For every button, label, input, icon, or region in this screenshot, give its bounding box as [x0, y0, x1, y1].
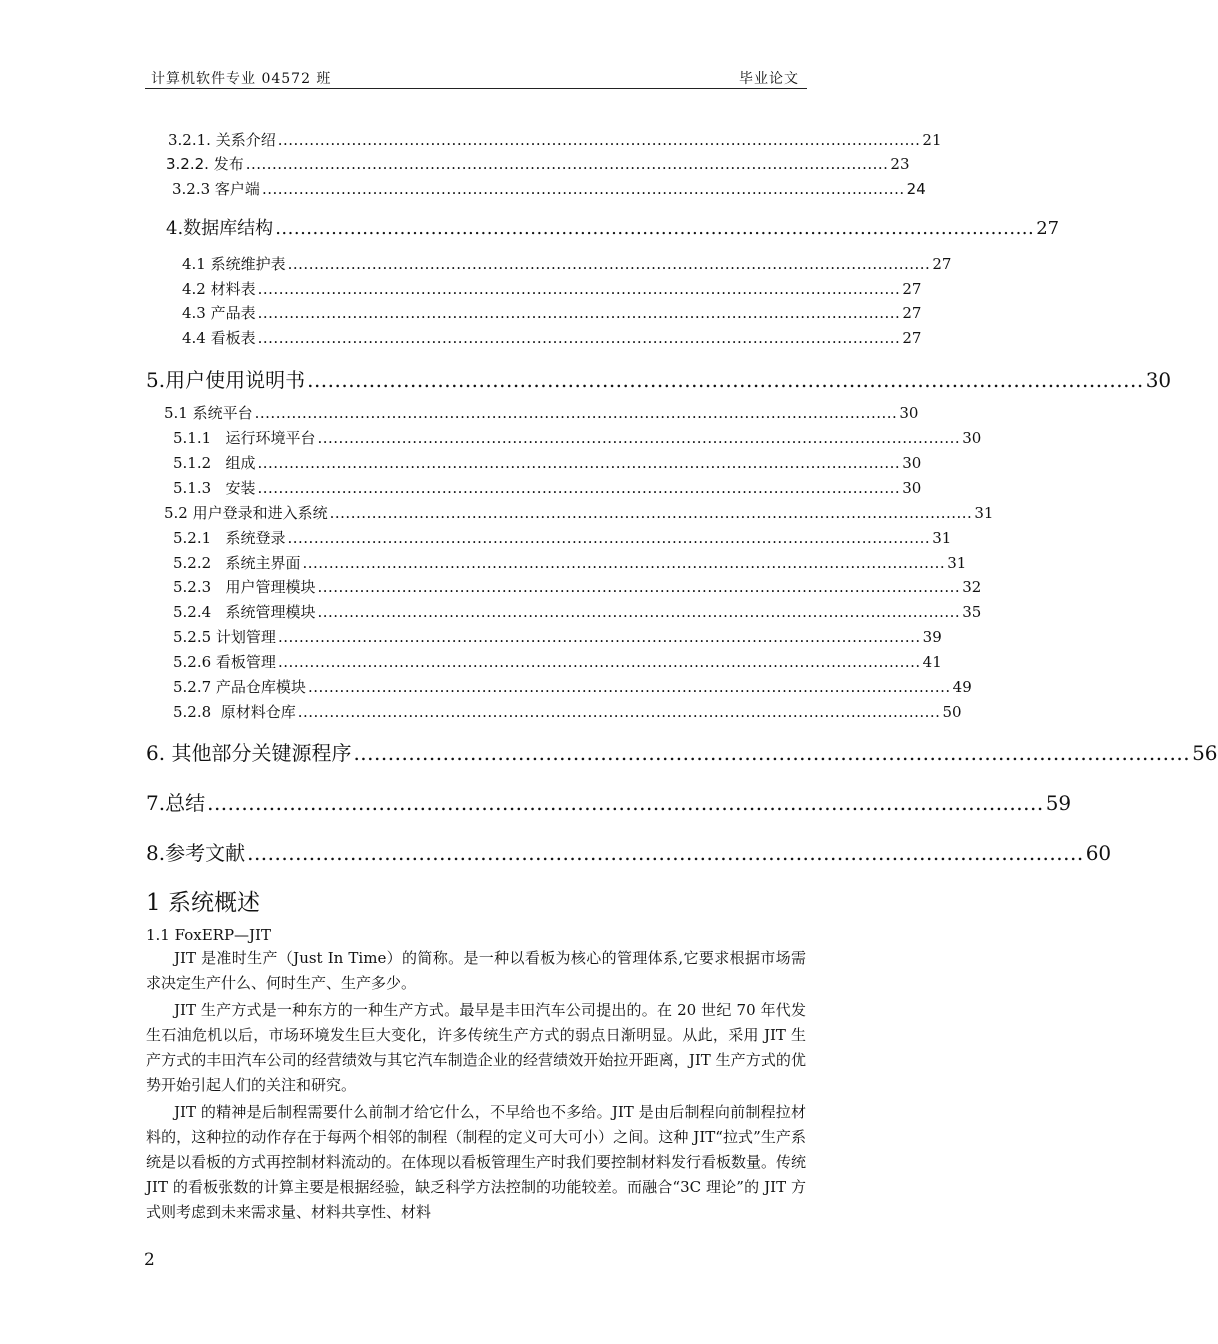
toc-entry[interactable]	[164, 402, 919, 423]
toc-entry-page: 27	[902, 329, 922, 347]
section-heading: 1 系统概述	[146, 890, 260, 916]
toc-leader-dots: ..........................................................................................................................	[254, 404, 898, 422]
page-header	[145, 66, 807, 89]
toc-entry-page: 41	[922, 653, 942, 671]
header-left-text: 计算机软件专业 04572 班	[151, 71, 332, 87]
toc-entry-page: 39	[922, 628, 942, 646]
toc-entry[interactable]	[146, 737, 1218, 766]
toc-entry[interactable]	[146, 837, 1112, 866]
toc-entry-page: 50	[942, 703, 962, 721]
toc-leader-dots: ..........................................................................................................................	[257, 304, 901, 322]
toc-entry[interactable]	[166, 214, 1060, 240]
toc-leader-dots: ..........................................................................................................................	[297, 703, 941, 721]
toc-entry[interactable]	[164, 502, 994, 523]
toc-entry-page: 31	[974, 504, 994, 522]
toc-leader-dots: ..........................................................................................................................	[277, 653, 921, 671]
toc-entry-label: 5.2.7 产品仓库模块	[173, 678, 306, 696]
toc-entry-label: 5.1.3 安装	[173, 479, 256, 497]
toc-leader-dots: ..........................................................................................................................	[277, 628, 921, 646]
toc-entry[interactable]	[168, 129, 942, 150]
toc-entry-label: 7.总结	[146, 791, 206, 815]
toc-leader-dots: ..........................................................................................................................	[317, 429, 961, 447]
toc-leader-dots: ..........................................................................................................................	[287, 255, 931, 273]
toc-leader-dots: ..........................................................................................................................	[317, 578, 961, 596]
toc-entry-label: 5.2.4 系统管理模块	[173, 603, 316, 621]
toc-entry-page: 56	[1192, 741, 1218, 765]
toc-entry-label: 5.2.1 系统登录	[173, 529, 286, 547]
toc-entry-label: 3.2.2. 发布	[166, 155, 244, 173]
toc-entry-page: 27	[902, 304, 922, 322]
toc-entry[interactable]	[173, 701, 962, 722]
toc-leader-dots: ..........................................................................................................................	[277, 131, 921, 149]
toc-entry-label: 5.1.1 运行环境平台	[173, 429, 316, 447]
toc-entry-page: 24	[906, 180, 926, 198]
toc-leader-dots: ..........................................................................................................................	[207, 791, 1044, 815]
toc-leader-dots: ..........................................................................................................................	[302, 554, 946, 572]
toc-entry[interactable]	[172, 178, 926, 199]
toc-entry-label: 4.2 材料表	[182, 280, 256, 298]
paragraph: JIT 的精神是后制程需要什么前制才给它什么，不早给也不多给。JIT 是由后制程向前制程拉材料的，这种拉的动作存在于每两个相邻的制程（制程的定义可大可小）之间。这种 JIT“拉式”生产系统是以看板的方式再控制材料流动的。在体现以看板管理生产时我们要控制材料发行看板数量。传统 JIT 的看板张数的计算主要是根据经验，缺乏科学方法控制的功能较差。而融合“3C 理论”的 JIT 方式则考虑到未来需求量、材料共享性、材料	[146, 1103, 807, 1221]
toc-entry-page: 30	[962, 429, 982, 447]
toc-leader-dots: ..........................................................................................................................	[307, 678, 951, 696]
toc-entry[interactable]	[146, 787, 1072, 816]
toc-entry-page: 35	[962, 603, 982, 621]
toc-entry-label: 6. 其他部分关键源程序	[146, 741, 352, 765]
toc-entry-label: 3.2.3 客户端	[172, 180, 260, 198]
toc-leader-dots: ..........................................................................................................................	[257, 280, 901, 298]
toc-entry-label: 5.用户使用说明书	[146, 368, 306, 392]
toc-leader-dots: ..........................................................................................................................	[257, 329, 901, 347]
toc-entry[interactable]	[173, 576, 982, 597]
toc-entry-label: 5.2.5 计划管理	[173, 628, 276, 646]
toc-leader-dots: ..........................................................................................................................	[307, 368, 1144, 392]
toc-entry-page: 32	[962, 578, 982, 596]
toc-entry-label: 4.数据库结构	[166, 218, 274, 239]
toc-leader-dots: ..........................................................................................................................	[257, 454, 901, 472]
toc-leader-dots: ..........................................................................................................................	[329, 504, 973, 522]
toc-entry[interactable]	[182, 253, 952, 274]
toc-entry[interactable]	[146, 364, 1172, 393]
toc-entry-page: 27	[902, 280, 922, 298]
toc-leader-dots: ..........................................................................................................................	[275, 218, 1035, 239]
toc-entry-page: 30	[899, 404, 919, 422]
toc-entry-page: 31	[932, 529, 952, 547]
toc-entry[interactable]	[173, 527, 952, 548]
toc-entry-page: 30	[1145, 368, 1172, 392]
toc-entry-page: 59	[1045, 791, 1072, 815]
toc-entry-page: 23	[890, 155, 910, 173]
toc-entry[interactable]	[173, 601, 982, 622]
toc-entry-page: 30	[902, 479, 922, 497]
toc-leader-dots: ..........................................................................................................................	[287, 529, 931, 547]
toc-entry[interactable]	[182, 327, 922, 348]
toc-entry[interactable]	[173, 427, 982, 448]
toc-entry-page: 27	[932, 255, 952, 273]
toc-entry[interactable]	[173, 676, 972, 697]
body-text	[146, 946, 806, 1227]
toc-entry[interactable]	[173, 552, 967, 573]
toc-entry-label: 5.2.2 系统主界面	[173, 554, 301, 572]
toc-leader-dots: ..........................................................................................................................	[245, 155, 889, 173]
toc-entry-label: 4.1 系统维护表	[182, 255, 286, 273]
paragraph: JIT 是准时生产（Just In Time）的简称。是一种以看板为核心的管理体系,它要求根据市场需求决定生产什么、何时生产、生产多少。	[146, 949, 806, 992]
paragraph: JIT 生产方式是一种东方的一种生产方式。最早是丰田汽车公司提出的。在 20 世纪 70 年代发生石油危机以后，市场环境发生巨大变化，许多传统生产方式的弱点日渐明显。从此，采用 JIT 生产方式的丰田汽车公司的经营绩效与其它汽车制造企业的经营绩效开始拉开距离，JIT 生产方式的优势开始引起人们的关注和研究。	[146, 1001, 806, 1094]
toc-leader-dots: ..........................................................................................................................	[353, 741, 1191, 765]
toc-entry[interactable]	[173, 452, 922, 473]
toc-entry[interactable]	[173, 626, 942, 647]
toc-leader-dots: ..........................................................................................................................	[247, 841, 1084, 865]
subsection-heading: 1.1 FoxERP—JIT	[146, 926, 271, 944]
page-number: 2	[144, 1250, 155, 1270]
toc-entry-label: 5.1 系统平台	[164, 404, 253, 422]
toc-entry-label: 5.2.8 原材料仓库	[173, 703, 296, 721]
toc-entry-label: 4.3 产品表	[182, 304, 256, 322]
toc-entry-label: 8.参考文献	[146, 841, 246, 865]
toc-entry-page: 30	[902, 454, 922, 472]
toc-entry-page: 31	[947, 554, 967, 572]
toc-entry-page: 49	[952, 678, 972, 696]
toc-entry[interactable]	[182, 302, 922, 323]
toc-entry[interactable]	[166, 153, 910, 174]
toc-entry-label: 5.2.6 看板管理	[173, 653, 276, 671]
toc-entry[interactable]	[173, 651, 942, 672]
toc-leader-dots: ..........................................................................................................................	[257, 479, 901, 497]
toc-entry-page: 60	[1085, 841, 1112, 865]
toc-entry-label: 3.2.1. 关系介绍	[168, 131, 276, 149]
toc-entry-page: 21	[922, 131, 942, 149]
toc-leader-dots: ..........................................................................................................................	[261, 180, 905, 198]
toc-entry-label: 4.4 看板表	[182, 329, 256, 347]
toc-leader-dots: ..........................................................................................................................	[317, 603, 961, 621]
toc-entry-label: 5.2 用户登录和进入系统	[164, 504, 328, 522]
toc-entry-label: 5.1.2 组成	[173, 454, 256, 472]
toc-entry[interactable]	[182, 278, 922, 299]
header-right-text: 毕业论文	[739, 71, 799, 87]
toc-entry-label: 5.2.3 用户管理模块	[173, 578, 316, 596]
toc-entry-page: 27	[1036, 218, 1060, 239]
toc-entry[interactable]	[173, 477, 922, 498]
